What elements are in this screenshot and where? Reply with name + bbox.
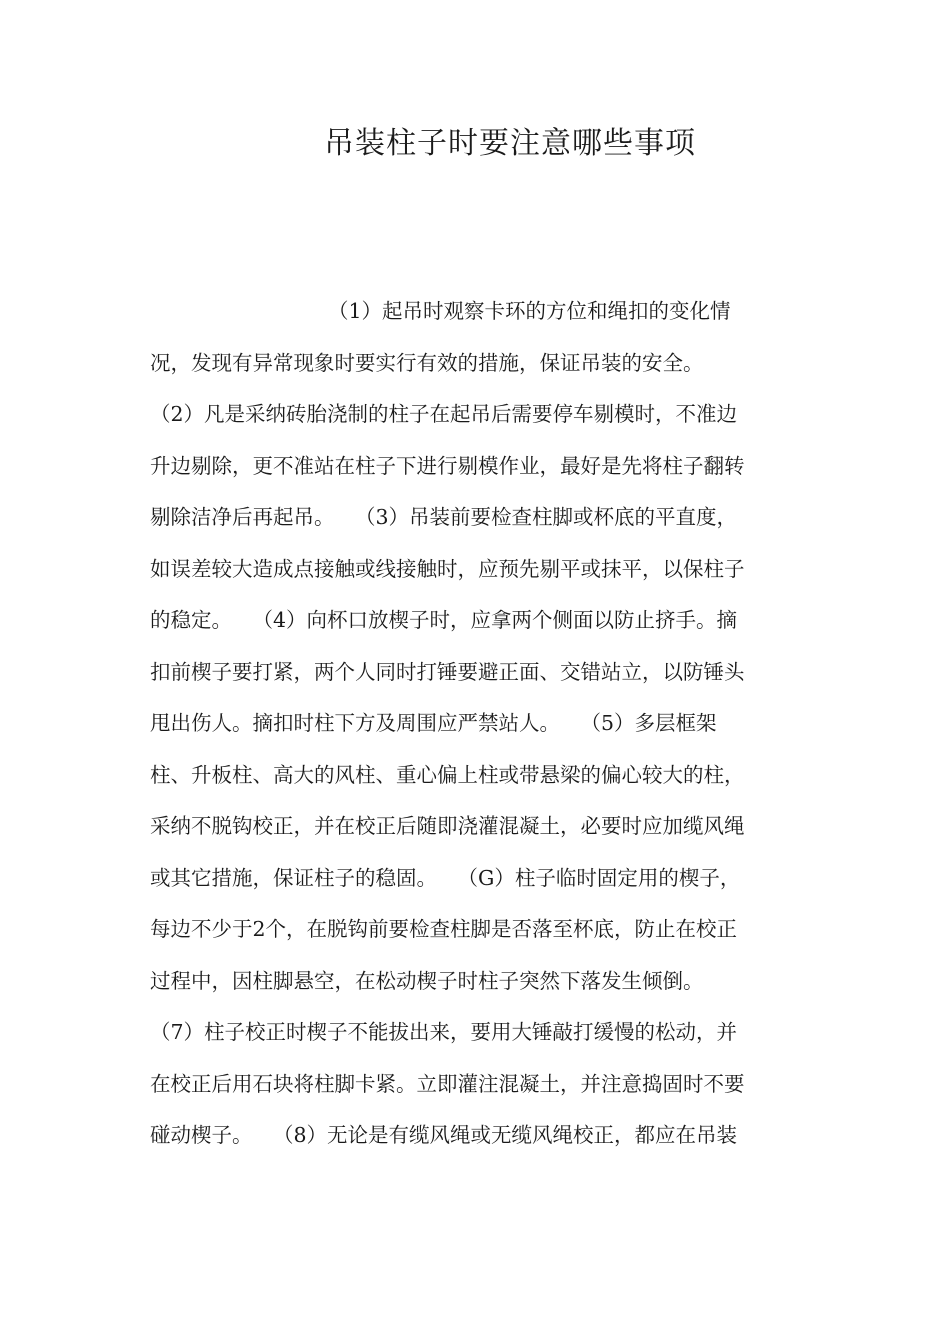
body-line: 过程中，因柱脚悬空，在松动楔子时柱子突然下落发生倾倒。 — [150, 968, 704, 993]
body-line: 况，发现有异常现象时要实行有效的措施，保证吊装的安全。 — [150, 350, 704, 375]
body-line: 柱、升板柱、高大的风柱、重心偏上柱或带悬梁的偏心较大的柱， — [150, 762, 745, 787]
body-line: 扣前楔子要打紧，两个人同时打锤要避正面、交错站立，以防锤头 — [150, 659, 745, 684]
body-line: （7）柱子校正时楔子不能拔出来，要用大锤敲打缓慢的松动，并 — [150, 1020, 738, 1044]
document-body — [150, 286, 810, 1162]
body-line: 如误差较大造成点接触或线接触时，应预先剔平或抹平，以保柱子 — [150, 556, 745, 581]
body-line: （2）凡是采纳砖胎浇制的柱子在起吊后需要停车剔模时，不准边 — [150, 402, 738, 426]
body-line: 剔除洁净后再起吊。 （3）吊装前要检查柱脚或杯底的平直度， — [150, 505, 738, 529]
body-line: 在校正后用石块将柱脚卡紧。立即灌注混凝土，并注意捣固时不要 — [150, 1071, 745, 1096]
body-line: 采纳不脱钩校正，并在校正后随即浇灌混凝土，必要时应加缆风绳 — [150, 814, 745, 838]
body-line: 甩出伤人。摘扣时柱下方及周围应严禁站人。 （5）多层框架 — [150, 711, 717, 735]
body-line: 或其它措施，保证柱子的稳固。 （G）柱子临时固定用的楔子， — [150, 865, 741, 890]
body-line: 碰动楔子。 （8）无论是有缆风绳或无缆风绳校正，都应在吊装 — [150, 1123, 738, 1147]
body-line: 的稳定。 （4）向杯口放楔子时，应拿两个侧面以防止挤手。摘 — [150, 608, 738, 632]
body-line: （1）起吊时观察卡环的方位和绳扣的变化情 — [328, 299, 731, 323]
body-line: 每边不少于2个，在脱钩前要检查柱脚是否落至杯底，防止在校正 — [150, 917, 738, 941]
body-line: 升边剔除，更不准站在柱子下进行剔模作业，最好是先将柱子翻转 — [150, 453, 745, 478]
document-title: 吊装柱子时要注意哪些事项 — [324, 126, 696, 161]
